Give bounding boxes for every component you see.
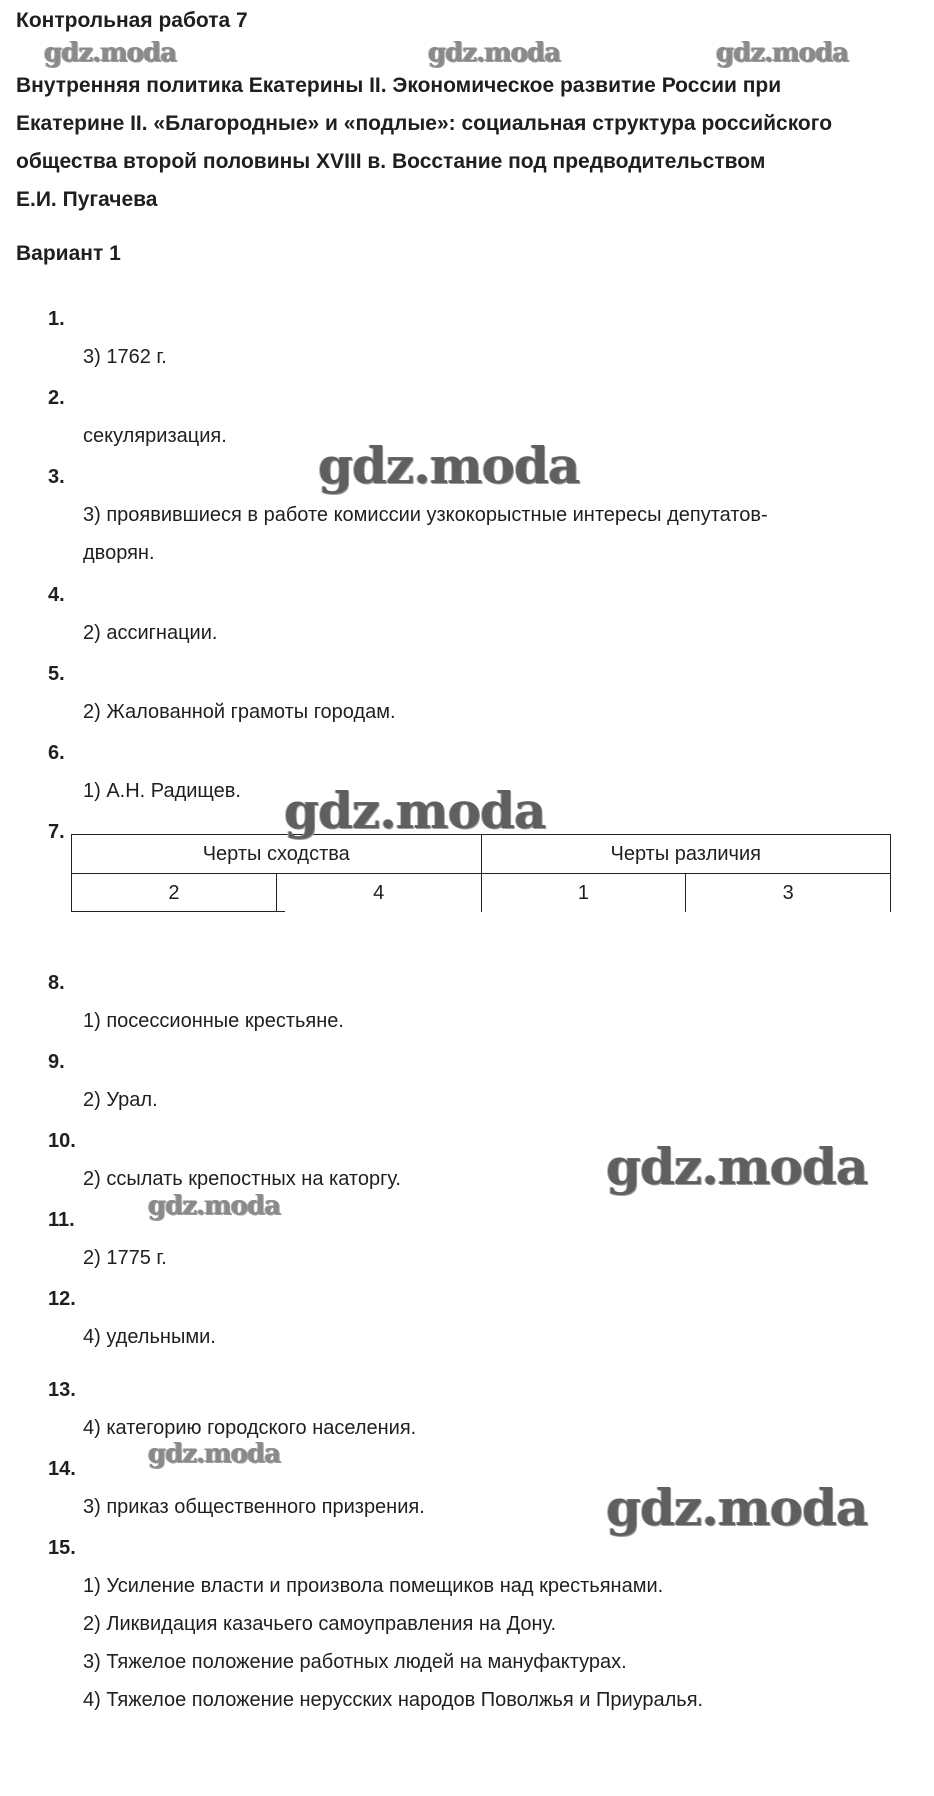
watermark-logo: gdz.moda (606, 1478, 868, 1537)
table-cell: 3 (686, 874, 891, 913)
question-answer (83, 1318, 903, 1356)
answer-line: 4) удельными. (83, 1326, 216, 1348)
table-header-row (72, 835, 891, 874)
watermark-logo: gdz.moda (44, 38, 177, 68)
question-answer (83, 1239, 903, 1277)
table-row (72, 874, 891, 913)
question-answer (83, 1081, 903, 1119)
question-number: 8. (48, 972, 65, 994)
table-cell: 4 (276, 874, 481, 913)
question-answer (83, 693, 903, 731)
answer-line: 2) Ликвидация казачьего самоуправления на Дону. (83, 1613, 557, 1635)
answer-line: 2) Жалованной грамоты городам. (83, 701, 396, 723)
question-answer (83, 496, 903, 572)
question-number: 12. (48, 1288, 76, 1310)
watermark-logo: gdz.moda (606, 1137, 868, 1196)
answer-line: 3) Тяжелое положение работных людей на мануфактурах. (83, 1651, 627, 1673)
answer-line: 4) Тяжелое положение нерусских народов Поволжья и Приуралья. (83, 1689, 704, 1711)
question-number: 9. (48, 1051, 65, 1073)
question-number: 13. (48, 1379, 76, 1401)
answer-line: 1) Усиление власти и произвола помещиков над крестьянами. (83, 1575, 664, 1597)
question-number: 7. (48, 821, 65, 843)
question-number: 15. (48, 1537, 76, 1559)
table-header-similarities: Черты сходства (72, 835, 482, 874)
topic-line: Екатерине II. «Благородные» и «подлые»: социальная структура российского (16, 112, 833, 135)
question-number: 3. (48, 466, 65, 488)
watermark-logo: gdz.moda (284, 781, 546, 840)
question-number: 1. (48, 308, 65, 330)
variant-heading: Вариант 1 (16, 242, 121, 265)
question-number: 11. (48, 1209, 75, 1231)
question-answer (83, 614, 903, 652)
table-bottom-border (71, 911, 285, 912)
question-answer (83, 1002, 903, 1040)
answer-line: 2) Урал. (83, 1089, 158, 1111)
table-cell: 1 (481, 874, 686, 913)
document-title: Контрольная работа 7 (16, 9, 248, 32)
watermark-logo: gdz.moda (318, 436, 580, 495)
answer-line: 1) А.Н. Радищев. (83, 780, 241, 802)
answer-line: 3) 1762 г. (83, 346, 167, 368)
question-number: 2. (48, 387, 65, 409)
answer-line: 3) приказ общественного призрения. (83, 1496, 425, 1518)
answer-line: 3) проявившиеся в работе комиссии узкокорыстные интересы депутатов- (83, 504, 768, 526)
watermark-logo: gdz.moda (428, 38, 561, 68)
question-number: 6. (48, 742, 65, 764)
topic-line: Е.И. Пугачева (16, 188, 158, 211)
answer-line: 2) 1775 г. (83, 1247, 167, 1269)
question-number: 5. (48, 663, 65, 685)
topic-line: Внутренняя политика Екатерины II. Экономическое развитие России при (16, 74, 782, 97)
topic-line: общества второй половины XVIII в. Восстание под предводительством (16, 150, 766, 173)
question-answer (83, 338, 903, 376)
question-number: 14. (48, 1458, 76, 1480)
table-header-differences: Черты различия (481, 835, 891, 874)
question-answer (83, 1567, 903, 1719)
watermark-logo: gdz.moda (148, 1191, 281, 1221)
topic-heading (16, 67, 921, 219)
answer-line: 4) категорию городского населения. (83, 1417, 417, 1439)
answer-line: 2) ассигнации. (83, 622, 218, 644)
watermark-logo: gdz.moda (148, 1439, 281, 1469)
answer-line: 1) посессионные крестьяне. (83, 1010, 344, 1032)
comparison-table (71, 834, 891, 912)
answer-line: секуляризация. (83, 425, 227, 447)
question-number: 4. (48, 584, 65, 606)
answer-line: дворян. (83, 542, 155, 564)
table-cell: 2 (72, 874, 277, 913)
answer-line: 2) ссылать крепостных на каторгу. (83, 1168, 401, 1190)
watermark-logo: gdz.moda (716, 38, 849, 68)
question-number: 10. (48, 1130, 76, 1152)
